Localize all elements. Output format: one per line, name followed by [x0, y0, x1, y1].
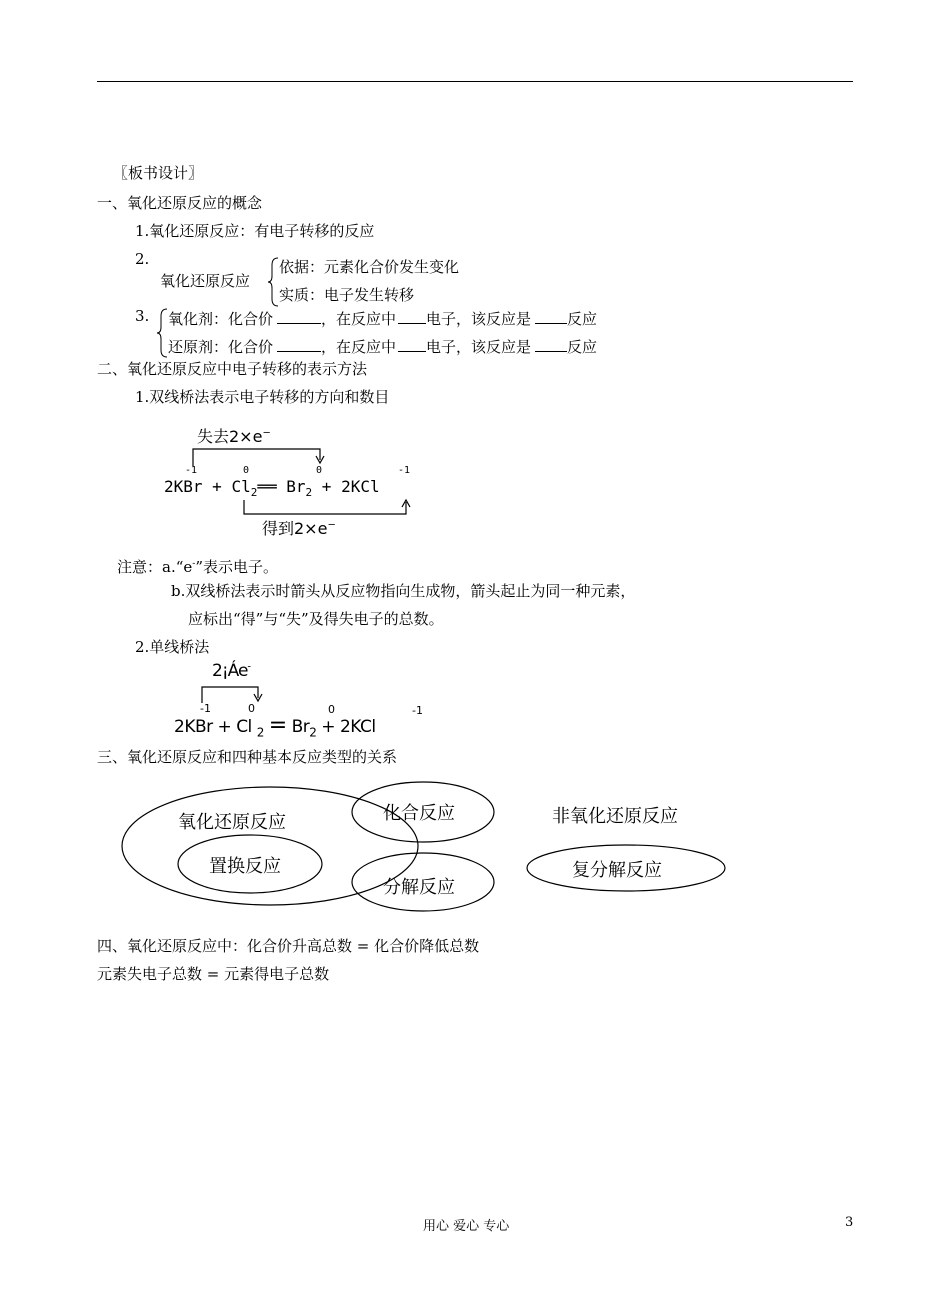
oxidant-reaction-label: ，在反应中 [321, 310, 397, 328]
reductant-electron-label: 电子，该反应是 [426, 338, 532, 356]
section-1-item-2-basis: 依据：元素化合价发生变化 [279, 258, 460, 276]
single-bridge-label: 2¡Áe- [212, 661, 251, 681]
section-2-heading: 二、氧化还原反应中电子转移的表示方法 [97, 360, 368, 378]
ox-state-cl2: 0 [243, 465, 250, 476]
section-title: 〖板书设计〗 [113, 164, 204, 182]
section-1-item-3-number: 3. [135, 307, 150, 325]
section-4-line-2: 元素失电子总数 = 元素得电子总数 [97, 965, 330, 983]
ox-state-br2: 0 [328, 703, 335, 716]
oxidant-valence-label: 氧化剂：化合价 [168, 310, 274, 328]
section-1-item-1: 1.氧化还原反应：有电子转移的反应 [135, 222, 375, 240]
reductant-end-label: 反应 [567, 338, 598, 356]
section-1-item-2-label: 氧化还原反应 [160, 272, 251, 290]
ox-state-kcl: -1 [398, 465, 411, 476]
section-1-item-2-essence: 实质：电子发生转移 [279, 286, 415, 304]
displacement-label: 置换反应 [209, 856, 281, 877]
double-bridge-equation: $2KBr + Cl_2══$ $Br_2 + 2KCl$ [164, 477, 380, 500]
section-1-heading: 一、氧化还原反应的概念 [97, 194, 263, 212]
section-2-item-1: 1.双线桥法表示电子转移的方向和数目 [135, 388, 390, 406]
page-number: 3 [845, 1215, 854, 1230]
gained-electrons-label: 得到2×e− [262, 519, 336, 538]
redox-label: 氧化还原反应 [178, 812, 286, 833]
reductant-valence-label: 还原剂：化合价 [168, 338, 274, 356]
section-4-line-1: 四、氧化还原反应中：化合价升高总数 = 化合价降低总数 [97, 937, 480, 955]
combination-label: 化合反应 [383, 803, 455, 824]
decomposition-label: 分解反应 [383, 877, 455, 898]
non-redox-label: 非氧化还原反应 [552, 806, 678, 827]
ox-state-br2: 0 [316, 465, 323, 476]
reductant-reaction-label: ，在反应中 [321, 338, 397, 356]
lost-electrons-label: 失去2×e− [197, 427, 271, 446]
note-a: 注意：a.“e-”表示电子。 [117, 558, 278, 576]
section-1-item-2-number: 2. [135, 250, 150, 268]
ox-state-kbr: -1 [200, 702, 211, 715]
ox-state-cl2: 0 [248, 702, 255, 715]
note-b-line-1: b.双线桥法表示时箭头从反应物指向生成物，箭头起止为同一种元素， [171, 582, 636, 600]
oxidant-electron-label: 电子，该反应是 [426, 310, 532, 328]
note-b-line-2: 应标出“得”与“失”及得失电子的总数。 [188, 610, 444, 628]
ox-state-kcl: -1 [412, 704, 423, 717]
ox-state-kbr: -1 [185, 465, 198, 476]
oxidant-end-label: 反应 [567, 310, 598, 328]
section-2-item-2: 2.单线桥法 [135, 638, 210, 656]
footer-text: 用心 爱心 专心 [423, 1219, 510, 1234]
section-3-heading: 三、氧化还原反应和四种基本反应类型的关系 [97, 748, 398, 766]
redox-ellipse [122, 787, 418, 905]
single-bridge-equation: 2KBr + Cl $_2 = Br_2 + 2KCl$ [174, 713, 376, 740]
double-decomposition-label: 复分解反应 [572, 860, 662, 881]
